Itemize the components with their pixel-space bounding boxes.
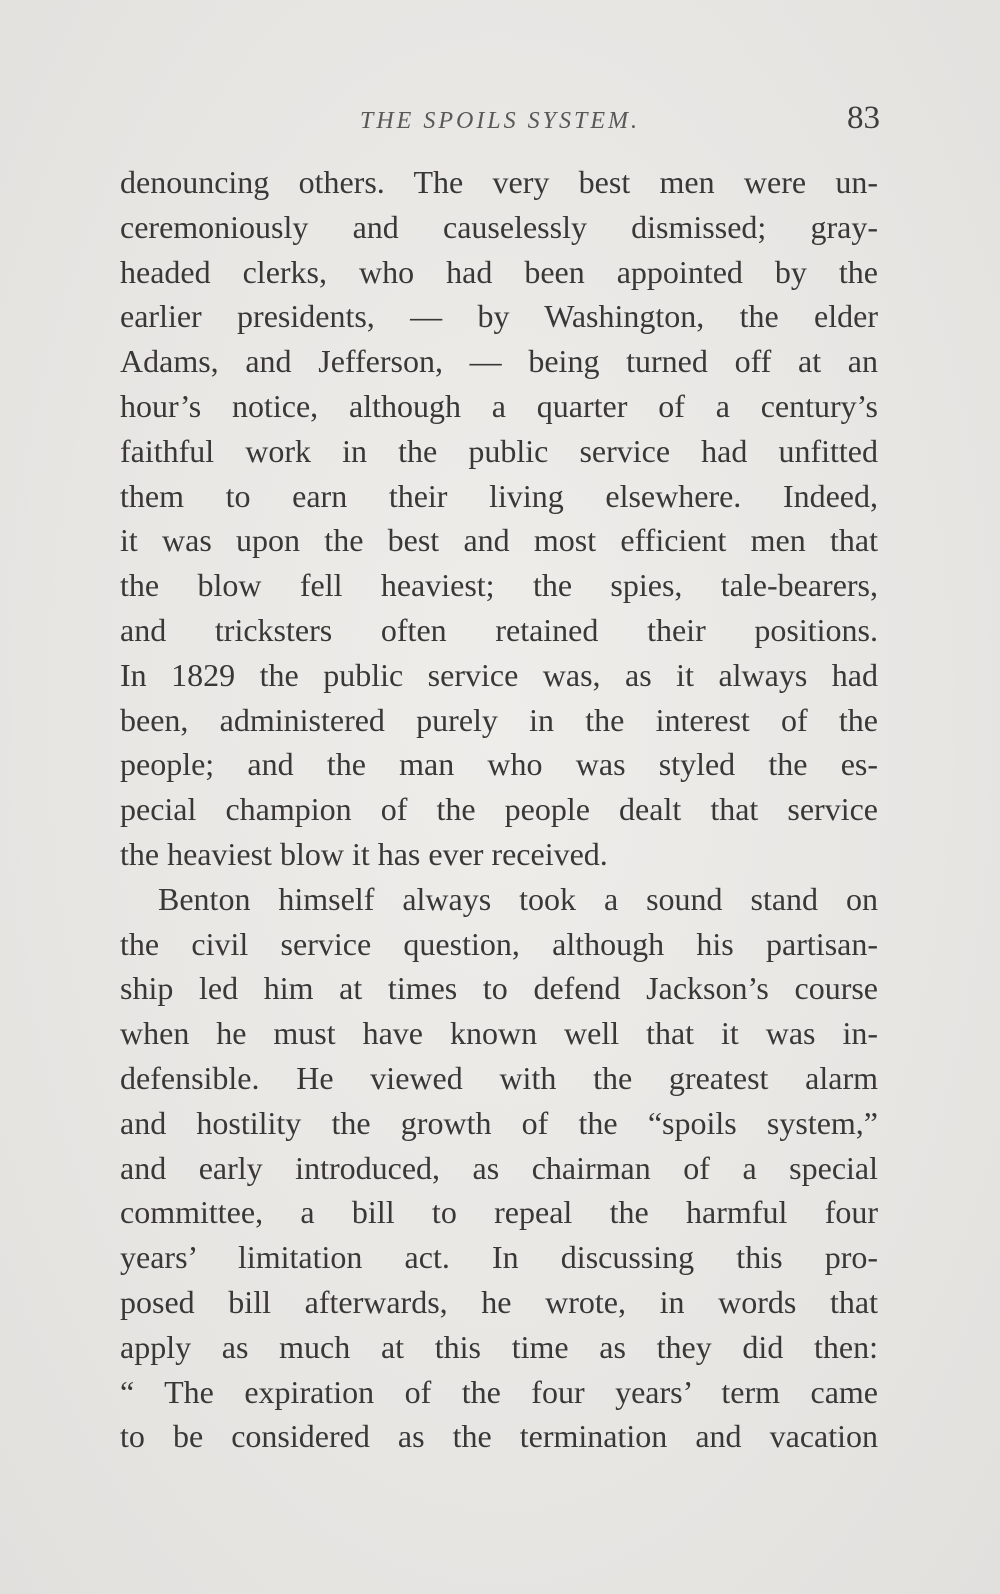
text-line: committee, a bill to repeal the harmful four [120, 1194, 878, 1231]
text-line: posed bill afterwards, he wrote, in words that [120, 1283, 878, 1320]
text-line: and early introduced, as chairman of a special [120, 1149, 878, 1186]
text-line: to be considered as the termination and vacation [120, 1418, 878, 1455]
text-line: been, administered purely in the interest of the [120, 701, 878, 738]
text-line: pecial champion of the people dealt that service [120, 791, 878, 828]
text-line: apply as much at this time as they did then: [120, 1328, 878, 1365]
text-line: ceremoniously and causelessly dismissed; gray- [120, 208, 878, 245]
text-line: faithful work in the public service had unfitted [120, 432, 878, 469]
body-text [120, 160, 878, 1459]
text-line: and hostility the growth of the “spoils system,” [120, 1104, 878, 1141]
paragraph-2 [120, 877, 878, 1459]
text-line: years’ limitation act. In discussing this pro- [120, 1239, 878, 1276]
text-line: the blow fell heaviest; the spies, tale-bearers, [120, 567, 878, 604]
text-line: and tricksters often retained their positions. [120, 611, 878, 648]
text-line: ship led him at times to defend Jackson’s course [120, 970, 878, 1007]
running-title: THE SPOILS SYSTEM. [359, 108, 641, 134]
text-line: the civil service question, although his partisan- [120, 925, 878, 962]
text-line: them to earn their living elsewhere. Indeed, [120, 477, 878, 514]
text-line: “ The expiration of the four years’ term came [120, 1373, 878, 1410]
text-line: Benton himself always took a sound stand on [158, 880, 878, 917]
text-line: earlier presidents, — by Washington, the elder [120, 298, 878, 335]
running-head [120, 100, 880, 144]
text-line: headed clerks, who had been appointed by the [120, 253, 878, 290]
text-line: denouncing others. The very best men were un- [120, 164, 878, 200]
text-line: Adams, and Jefferson, — being turned off at an [120, 343, 878, 380]
page-number: 83 [847, 100, 880, 136]
text-line: hour’s notice, although a quarter of a century’s [120, 387, 878, 424]
text-line: defensible. He viewed with the greatest alarm [120, 1059, 878, 1096]
text-line: when he must have known well that it was in- [120, 1015, 878, 1052]
text-line: it was upon the best and most efficient men that [120, 522, 878, 559]
text-line: people; and the man who was styled the es- [120, 746, 878, 783]
text-line: In 1829 the public service was, as it always had [120, 656, 878, 693]
text-line: the heaviest blow it has ever received. [120, 835, 608, 872]
paragraph-1 [120, 160, 878, 877]
